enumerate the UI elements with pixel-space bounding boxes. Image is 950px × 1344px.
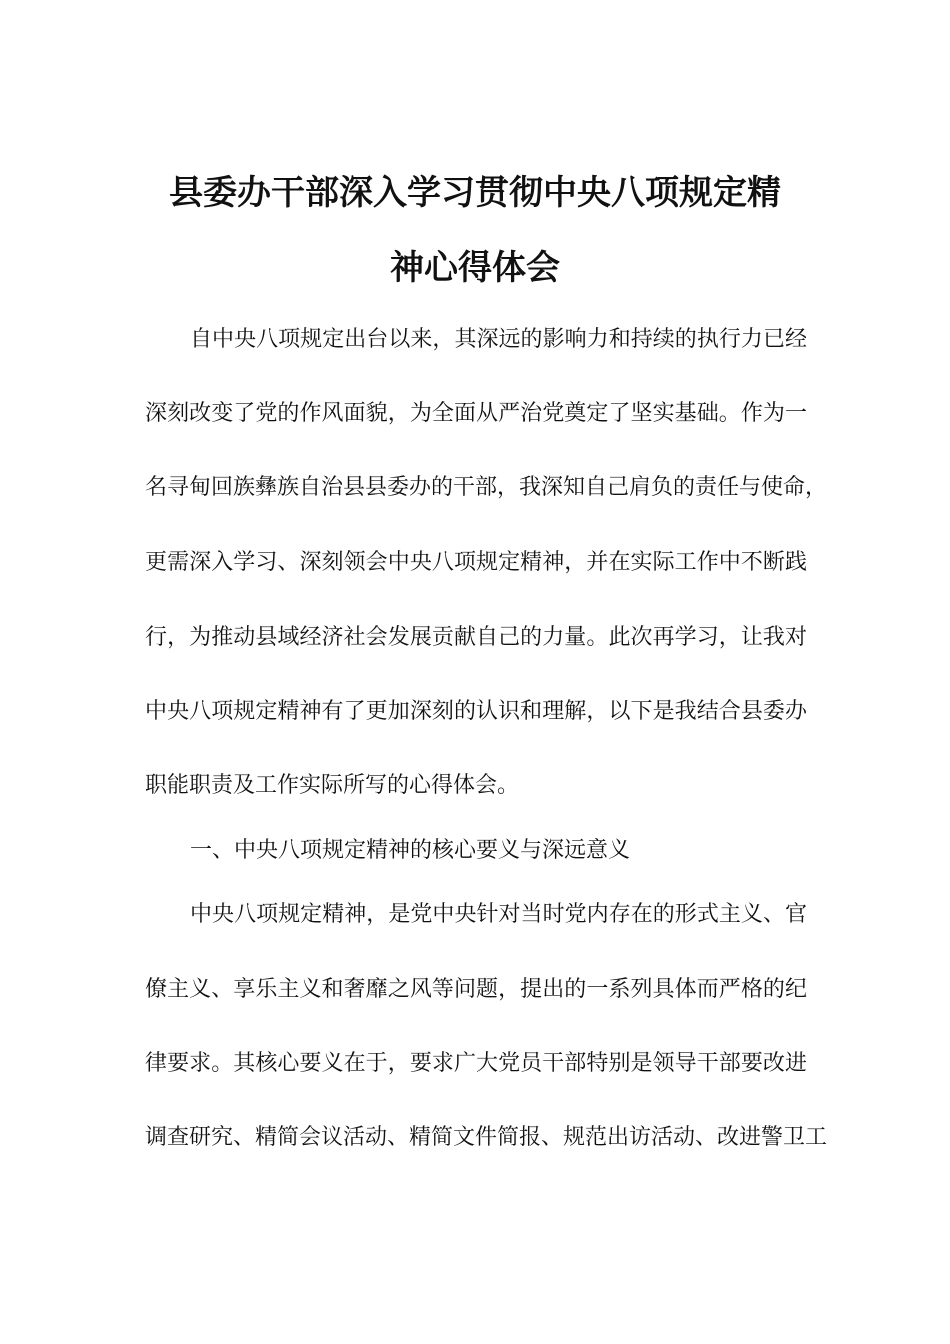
paragraph-1-line: 名寻甸回族彝族自治县县委办的干部，我深知自己肩负的责任与使命， (145, 475, 828, 500)
document-title-line-1: 县委办干部深入学习贯彻中央八项规定精 (169, 172, 781, 213)
paragraph-2-line: 调查研究、精简会议活动、精简文件简报、规范出访活动、改进警卫工 (145, 1125, 828, 1150)
paragraph-1-line: 自中央八项规定出台以来，其深远的影响力和持续的执行力已经 (190, 327, 807, 352)
paragraph-1-line: 行，为推动县域经济社会发展贡献自己的力量。此次再学习，让我对 (145, 625, 807, 650)
document-title-line-2: 神心得体会 (390, 247, 560, 288)
paragraph-1-line: 更需深入学习、深刻领会中央八项规定精神，并在实际工作中不断践 (145, 550, 807, 575)
paragraph-2-line: 律要求。其核心要义在于，要求广大党员干部特别是领导干部要改进 (145, 1051, 807, 1076)
paragraph-1-line: 中央八项规定精神有了更加深刻的认识和理解，以下是我结合县委办 (145, 699, 807, 724)
section-heading: 一、中央八项规定精神的核心要义与深远意义 (190, 838, 631, 863)
paragraph-1-line: 职能职责及工作实际所写的心得体会。 (145, 773, 520, 798)
paragraph-2-line: 中央八项规定精神，是党中央针对当时党内存在的形式主义、官 (190, 902, 807, 927)
paragraph-2-line: 僚主义、享乐主义和奢靡之风等问题，提出的一系列具体而严格的纪 (145, 977, 807, 1002)
paragraph-1-line: 深刻改变了党的作风面貌，为全面从严治党奠定了坚实基础。作为一 (145, 401, 807, 426)
